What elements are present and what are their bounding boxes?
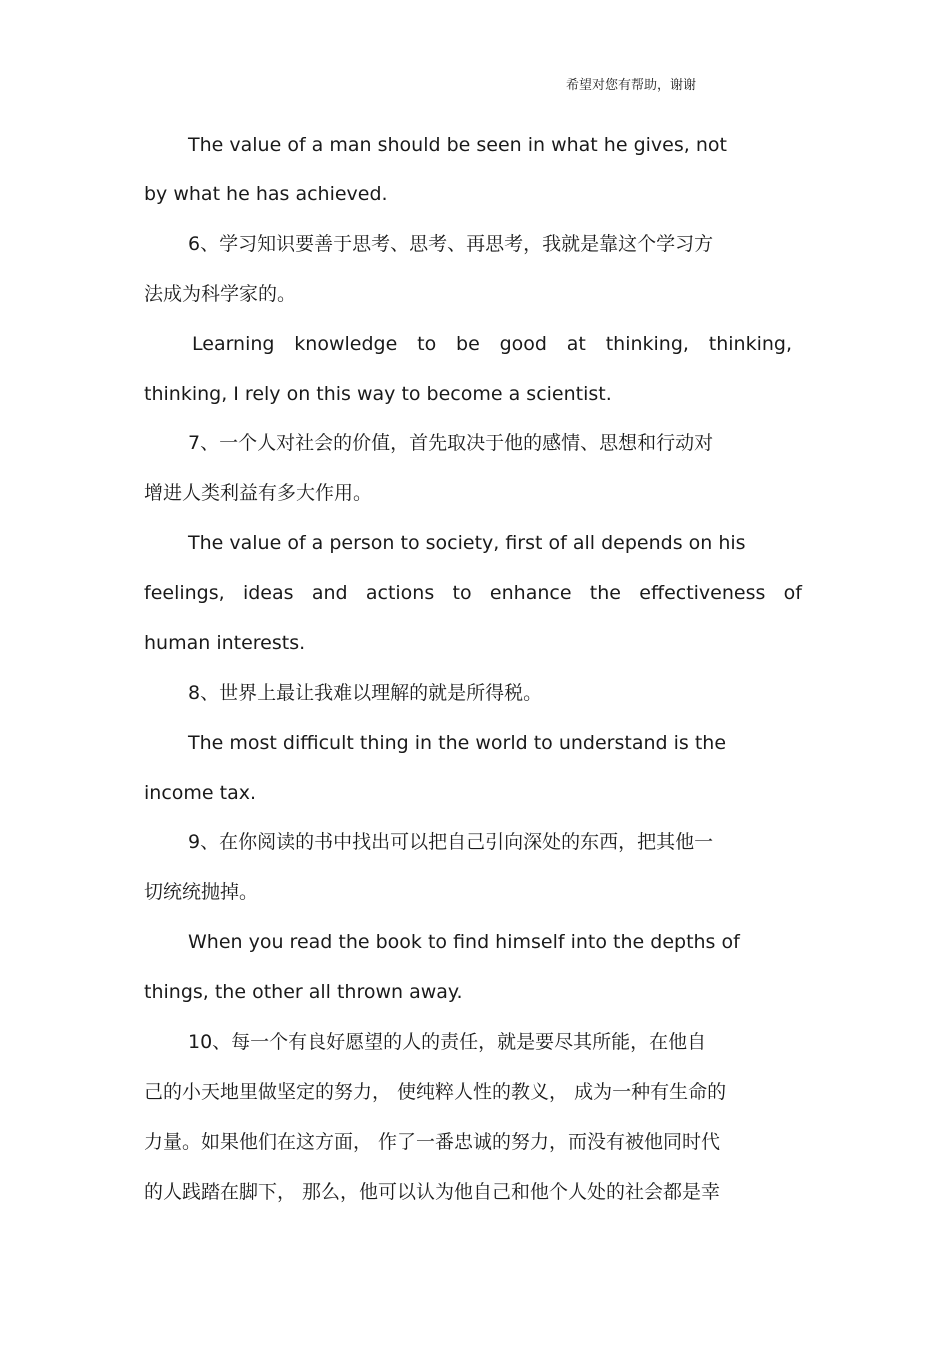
text-line: 7、一个人对社会的价值，首先取决于他的感情、思想和行动对 bbox=[188, 432, 714, 454]
text-line: 增进人类利益有多大作用。 bbox=[144, 482, 373, 504]
text-line: When you read the book to find himself into the depths of bbox=[188, 931, 740, 953]
text-line: The value of a man should be seen in what he gives, not bbox=[188, 134, 727, 156]
text-line: 己的小天地里做坚定的努力， 使纯粹人性的教义， 成为一种有生命的 bbox=[144, 1081, 727, 1103]
text-line: human interests. bbox=[144, 632, 306, 654]
text-line: 的人践踏在脚下， 那么，他可以认为他自己和他个人处的社会都是幸 bbox=[144, 1181, 721, 1203]
page-header-note: 希望对您有帮助，谢谢 bbox=[566, 78, 697, 93]
text-line: things, the other all thrown away. bbox=[144, 981, 463, 1003]
text-line: 9、在你阅读的书中找出可以把自己引向深处的东西，把其他一 bbox=[188, 831, 714, 853]
text-line: 6、学习知识要善于思考、思考、再思考，我就是靠这个学习方 bbox=[188, 233, 714, 255]
text-line: income tax. bbox=[144, 782, 257, 804]
text-line: 切统统抛掉。 bbox=[144, 881, 259, 903]
text-line: thinking, I rely on this way to become a scientist. bbox=[144, 383, 612, 405]
text-line: 法成为科学家的。 bbox=[144, 283, 297, 305]
text-line: The value of a person to society, first of all depends on his bbox=[188, 532, 746, 554]
text-line: 10、每一个有良好愿望的人的责任，就是要尽其所能，在他自 bbox=[188, 1031, 707, 1053]
text-line: feelings, ideas and actions to enhance the effectiveness of bbox=[144, 582, 802, 604]
text-line: by what he has achieved. bbox=[144, 183, 388, 205]
text-line: The most difficult thing in the world to understand is the bbox=[188, 732, 727, 754]
text-line: 力量。如果他们在这方面， 作了一番忠诚的努力，而没有被他同时代 bbox=[144, 1131, 721, 1153]
text-line: Learning knowledge to be good at thinking, thinking, bbox=[192, 333, 792, 355]
text-line: 8、世界上最让我难以理解的就是所得税。 bbox=[188, 682, 543, 704]
